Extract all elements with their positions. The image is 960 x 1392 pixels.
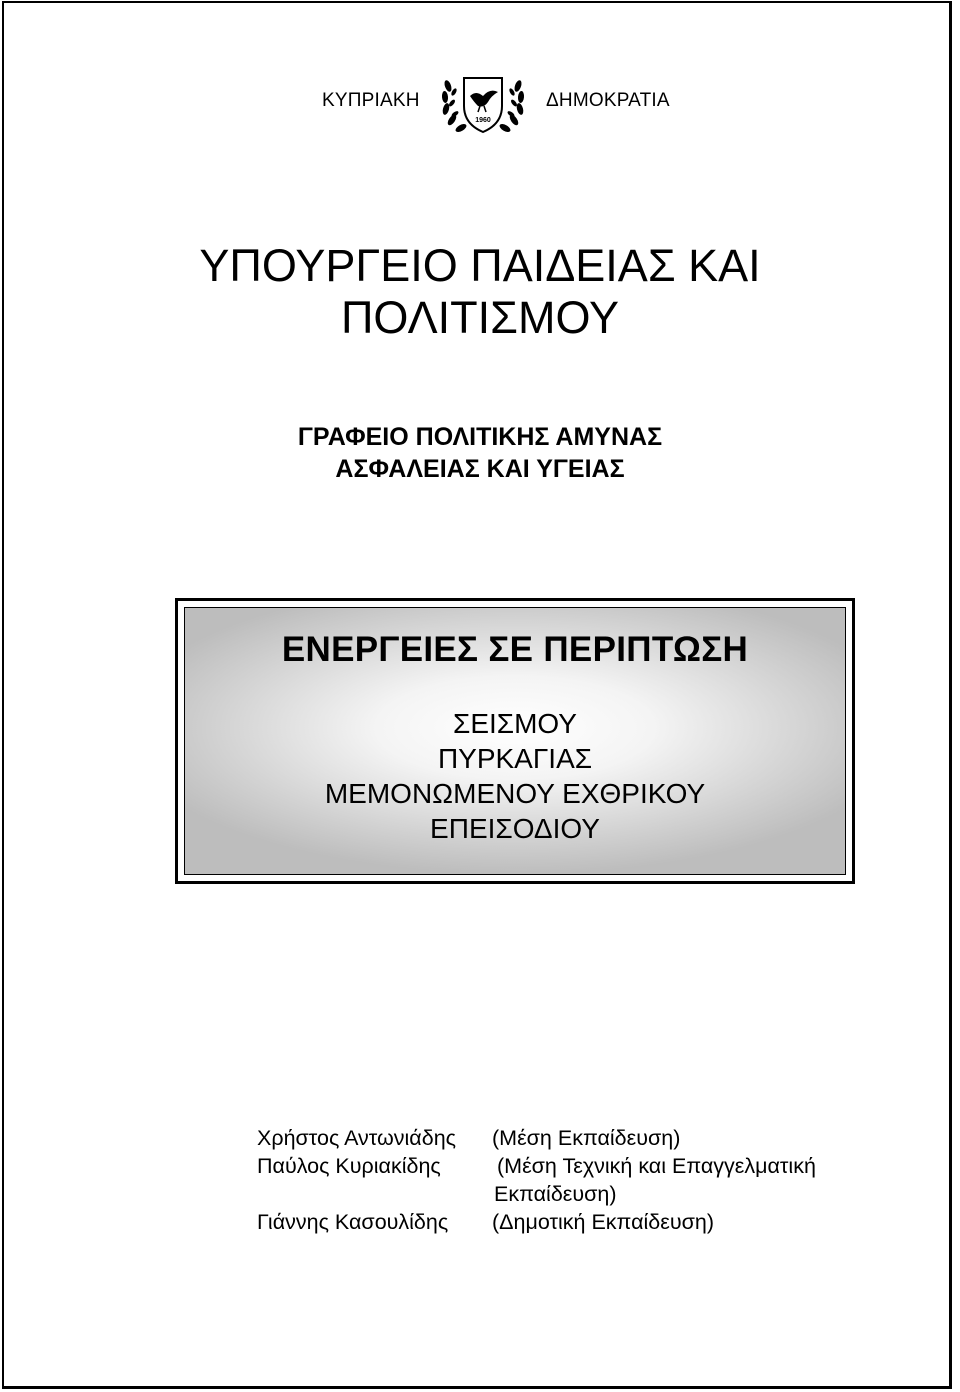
box-title: ΕΝΕΡΓΕΙΕΣ ΣΕ ΠΕΡΙΠΤΩΣΗ	[281, 630, 749, 669]
ministry-title	[0, 240, 960, 344]
author-department: (Μέση Εκπαίδευση)	[492, 1126, 681, 1150]
author-department: Εκπαίδευση)	[494, 1182, 617, 1206]
header-country: ΚΥΠΡΙΑΚΗ	[322, 90, 420, 111]
office-title-line1: ΓΡΑΦΕΙΟ ΠΟΛΙΤΙΚΗΣ ΑΜΥΝΑΣ	[297, 423, 663, 451]
author-name: Χρήστος Αντωνιάδης	[257, 1126, 457, 1150]
ministry-title-line1: ΥΠΟΥΡΓΕΙΟ ΠΑΙΔΕΙΑΣ ΚΑΙ	[199, 240, 761, 291]
box-items	[185, 706, 845, 846]
author-name: Παύλος Κυριακίδης	[257, 1154, 441, 1178]
box-item: ΜΕΜΟΝΩΜΕΝΟΥ ΕΧΘΡΙΚΟΥ	[324, 778, 706, 809]
title-box	[175, 598, 855, 884]
author-name: Γιάννης Κασουλίδης	[257, 1210, 449, 1234]
document-header	[0, 70, 960, 140]
box-item: ΣΕΙΣΜΟΥ	[453, 708, 577, 739]
ministry-title-line2: ΠΟΛΙΤΙΣΜΟΥ	[340, 292, 620, 343]
office-title	[0, 421, 960, 485]
title-box-inner	[184, 607, 846, 875]
box-item: ΠΥΡΚΑΓΙΑΣ	[437, 743, 593, 774]
author-department: (Δημοτική Εκπαίδευση)	[492, 1210, 714, 1234]
emblem-year: 1960	[475, 117, 491, 124]
header-republic: ΔΗΜΟΚΡΑΤΙΑ	[546, 90, 670, 111]
office-title-line2: ΑΣΦΑΛΕΙΑΣ ΚΑΙ ΥΓΕΙΑΣ	[335, 455, 625, 483]
author-department: (Μέση Τεχνική και Επαγγελματική	[497, 1154, 816, 1178]
box-item: ΕΠΕΙΣΟΔΙΟΥ	[430, 813, 600, 844]
cyprus-coat-of-arms-icon	[436, 72, 530, 138]
